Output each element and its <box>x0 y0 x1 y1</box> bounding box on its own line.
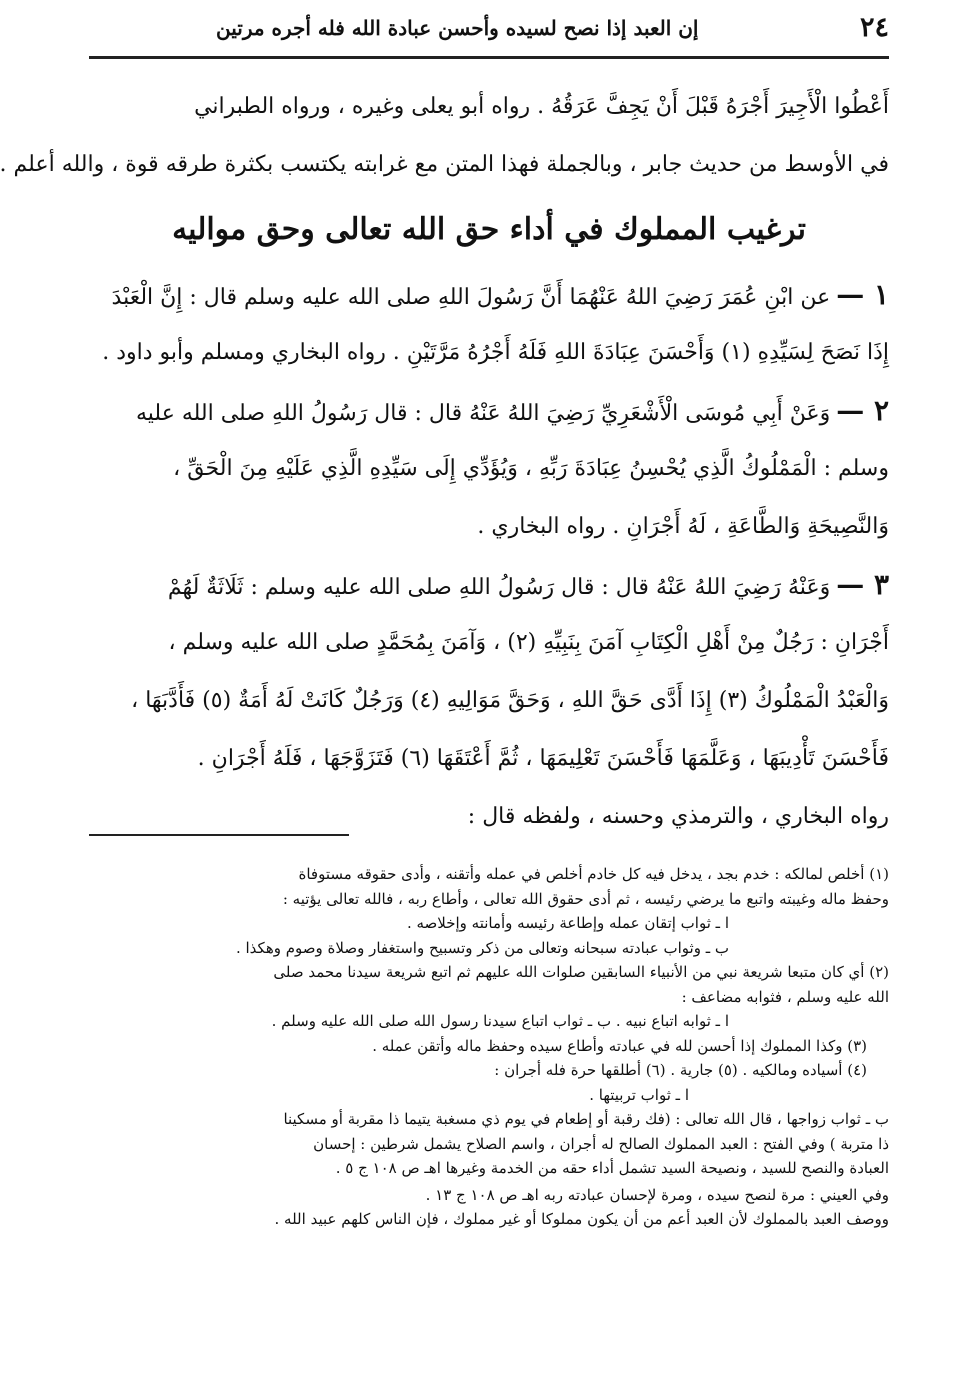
footnote-line: ذا متربة ) وفي الفتح : العبد المملوك الصالح له أجران ، واسم الصلاح يشمل شرطين : إحسان <box>313 1134 889 1153</box>
hadith-line <box>89 266 889 324</box>
hadith-line: وَالنَّصِيحَةِ وَالطَّاعَةِ ، لَهُ أَجْرَانِ . رواه البخاري . <box>477 514 889 539</box>
footnotes <box>89 862 889 1232</box>
hadith-1 <box>89 266 889 382</box>
hadith-line: رواه البخاري ، والترمذي وحسنه ، ولفظه قال : <box>467 804 889 829</box>
intro-line: أَعْطُوا الْأَجِيرَ أَجْرَهُ قَبْلَ أَنْ يَجِفَّ عَرَقُهُ . رواه أبو يعلى وغيره ، ورواه الطبراني <box>194 94 889 119</box>
footnote-line: (٢) أي كان متبعا شريعة نبي من الأنبياء السابقين صلوات الله عليهم ثم اتبع شريعة سيدنا محمد صلى <box>273 963 889 981</box>
hadith-line: فَأَحْسَنَ تَأْدِيبَهَا ، وَعَلَّمَهَا فَأَحْسَنَ تَعْلِيمَهَا ، ثُمَّ أَعْتَقَهَا (٦) فَتَزَوَّجَهَا ، فَلَهُ أَجْرَانِ . <box>197 746 889 771</box>
footnote-line: الله عليه وسلم ، فثوابه مضاعف : <box>681 987 889 1006</box>
hadith-line: إِذَا نَصَحَ لِسَيِّدِهِ (١) وَأَحْسَنَ عِبَادَةَ اللهِ فَلَهُ أَجْرُهُ مَرَّتَيْنِ . رواه البخاري ومسلم وأبو داود . <box>102 340 889 365</box>
footnote-line: ا ـ ثواب إتقان عمله وإطاعة رئيسه وأمانته وإخلاصه . <box>406 914 729 932</box>
hadith-number: ١ — <box>836 278 889 311</box>
hadith-line: أَجْرَانِ : رَجُلٌ مِنْ أَهْلِ الْكِتَابِ آمَنَ بِنَبِيِّهِ (٢) ، وَآمَنَ بِمُحَمَّدٍ صلى الله عليه وسلم ، <box>168 630 889 655</box>
hadith-3 <box>89 556 889 846</box>
hadith-text: وَعَنْ أَبِي مُوسَى الْأَشْعَرِيِّ رَضِيَ اللهُ عَنْهُ قال : قال رَسُولُ اللهِ صلى الله عليه <box>135 401 831 426</box>
hadith-text: عن ابْنِ عُمَرَ رَضِيَ اللهُ عَنْهُمَا أَنَّ رَسُولَ اللهِ صلى الله عليه وسلم قال : إِنَّ الْعَبْدَ <box>111 285 831 310</box>
hadith-line: وَالْعَبْدُ الْمَمْلُوكُ (٣) إِذَا أَدَّى حَقَّ اللهِ ، وَحَقَّ مَوَالِيهِ (٤) وَرَجُلٌ كَانَتْ لَهُ أَمَةٌ (٥) فَأَدَّبَهَا ، <box>131 688 889 713</box>
footnote-line: ا ـ ثواب تربيتها . <box>589 1085 689 1104</box>
hadith-line <box>89 382 889 440</box>
footnote-line: وفي العيني : مرة لنصح سيده ، ومرة لإحسان عبادته ربه اهـ ص ١٠٨ ج ١٣ . <box>425 1185 889 1204</box>
intro-line: في الأوسط من حديث جابر ، وبالجملة فهذا المتن مع غرابته يكتسب بكثرة طرقه قوة ، والله أعلم . <box>0 152 889 177</box>
footnote-line: ب ـ ثواب زواجها ، قال الله تعالى : (فك رقبة أو إطعام في يوم ذي مسغبة يتيما ذا مقربة أو مسكينا <box>283 1110 889 1128</box>
footnote-line: ووصف العبد بالمملوك لأن العبد أعم من أن يكون مملوكا أو غير مملوك ، فإن الناس كلهم عبيد الله . <box>274 1210 889 1228</box>
footnote-line: (٣) وكذا المملوك إذا أحسن لله في عبادته وأطاع سيده وحفظ ماله وأتقن عمله . <box>372 1036 867 1055</box>
footnote-line: (٤) أسياده ومالكيه . (٥) جارية . (٦) أطلقها حرة فله أجران : <box>494 1061 867 1079</box>
footnote-line: العبادة والنصح للسيد ، ونصيحة السيد تشمل أداء حقه من الخدمة وغيرها اهـ ص ١٠٨ ج ٥ . <box>335 1159 889 1177</box>
hadith-number: ٣ — <box>836 568 889 601</box>
running-title: إن العبد إذا نصح لسيده وأحسن عبادة الله فله أجره مرتين <box>216 16 699 40</box>
main-text <box>0 78 889 846</box>
hadith-line <box>89 556 889 614</box>
footnote-line: (١) أخلص لمالكه : خدم بجد ، يدخل فيه كل خادم أخلص في عمله وأتقنه ، وأدى حقوقه مستوفاة <box>298 865 889 883</box>
footnote-line: ا ـ ثوابه اتباع نبيه . ب ـ ثواب اتباع سيدنا رسول الله صلى الله عليه وسلم . <box>271 1012 729 1030</box>
page-number: ٢٤ <box>859 12 889 43</box>
hadith-2 <box>89 382 889 556</box>
hadith-line: وسلم : الْمَمْلُوكُ الَّذِي يُحْسِنُ عِبَادَةَ رَبِّهِ ، وَيُؤَدِّي إِلَى سَيِّدِهِ الَّذِي عَلَيْهِ مِنَ الْحَقِّ ، <box>173 456 889 481</box>
hadith-text: وَعَنْهُ رَضِيَ اللهُ عَنْهُ قال : قال رَسُولُ اللهِ صلى الله عليه وسلم : ثَلَاثَةٌ لَهُمْ <box>167 575 831 600</box>
footnote-line: ب ـ وثواب عبادته سبحانه وتعالى من ذكر وتسبيح واستغفار وصلاة وصوم وهكذا . <box>235 938 729 957</box>
header-rule <box>89 56 889 59</box>
footnote-rule <box>89 834 349 836</box>
footnote-line: وحفظ ماله وغيبته واتبع ما يرضي رئيسه ، ثم أدى حقوق الله تعالى ، وأطاع ربه ، فالله تعالى يؤتيه : <box>282 889 889 908</box>
running-header <box>216 12 889 48</box>
hadith-number: ٢ — <box>836 394 889 427</box>
section-heading: ترغيب المملوك في أداء حق الله تعالى وحق مواليه <box>172 212 806 247</box>
